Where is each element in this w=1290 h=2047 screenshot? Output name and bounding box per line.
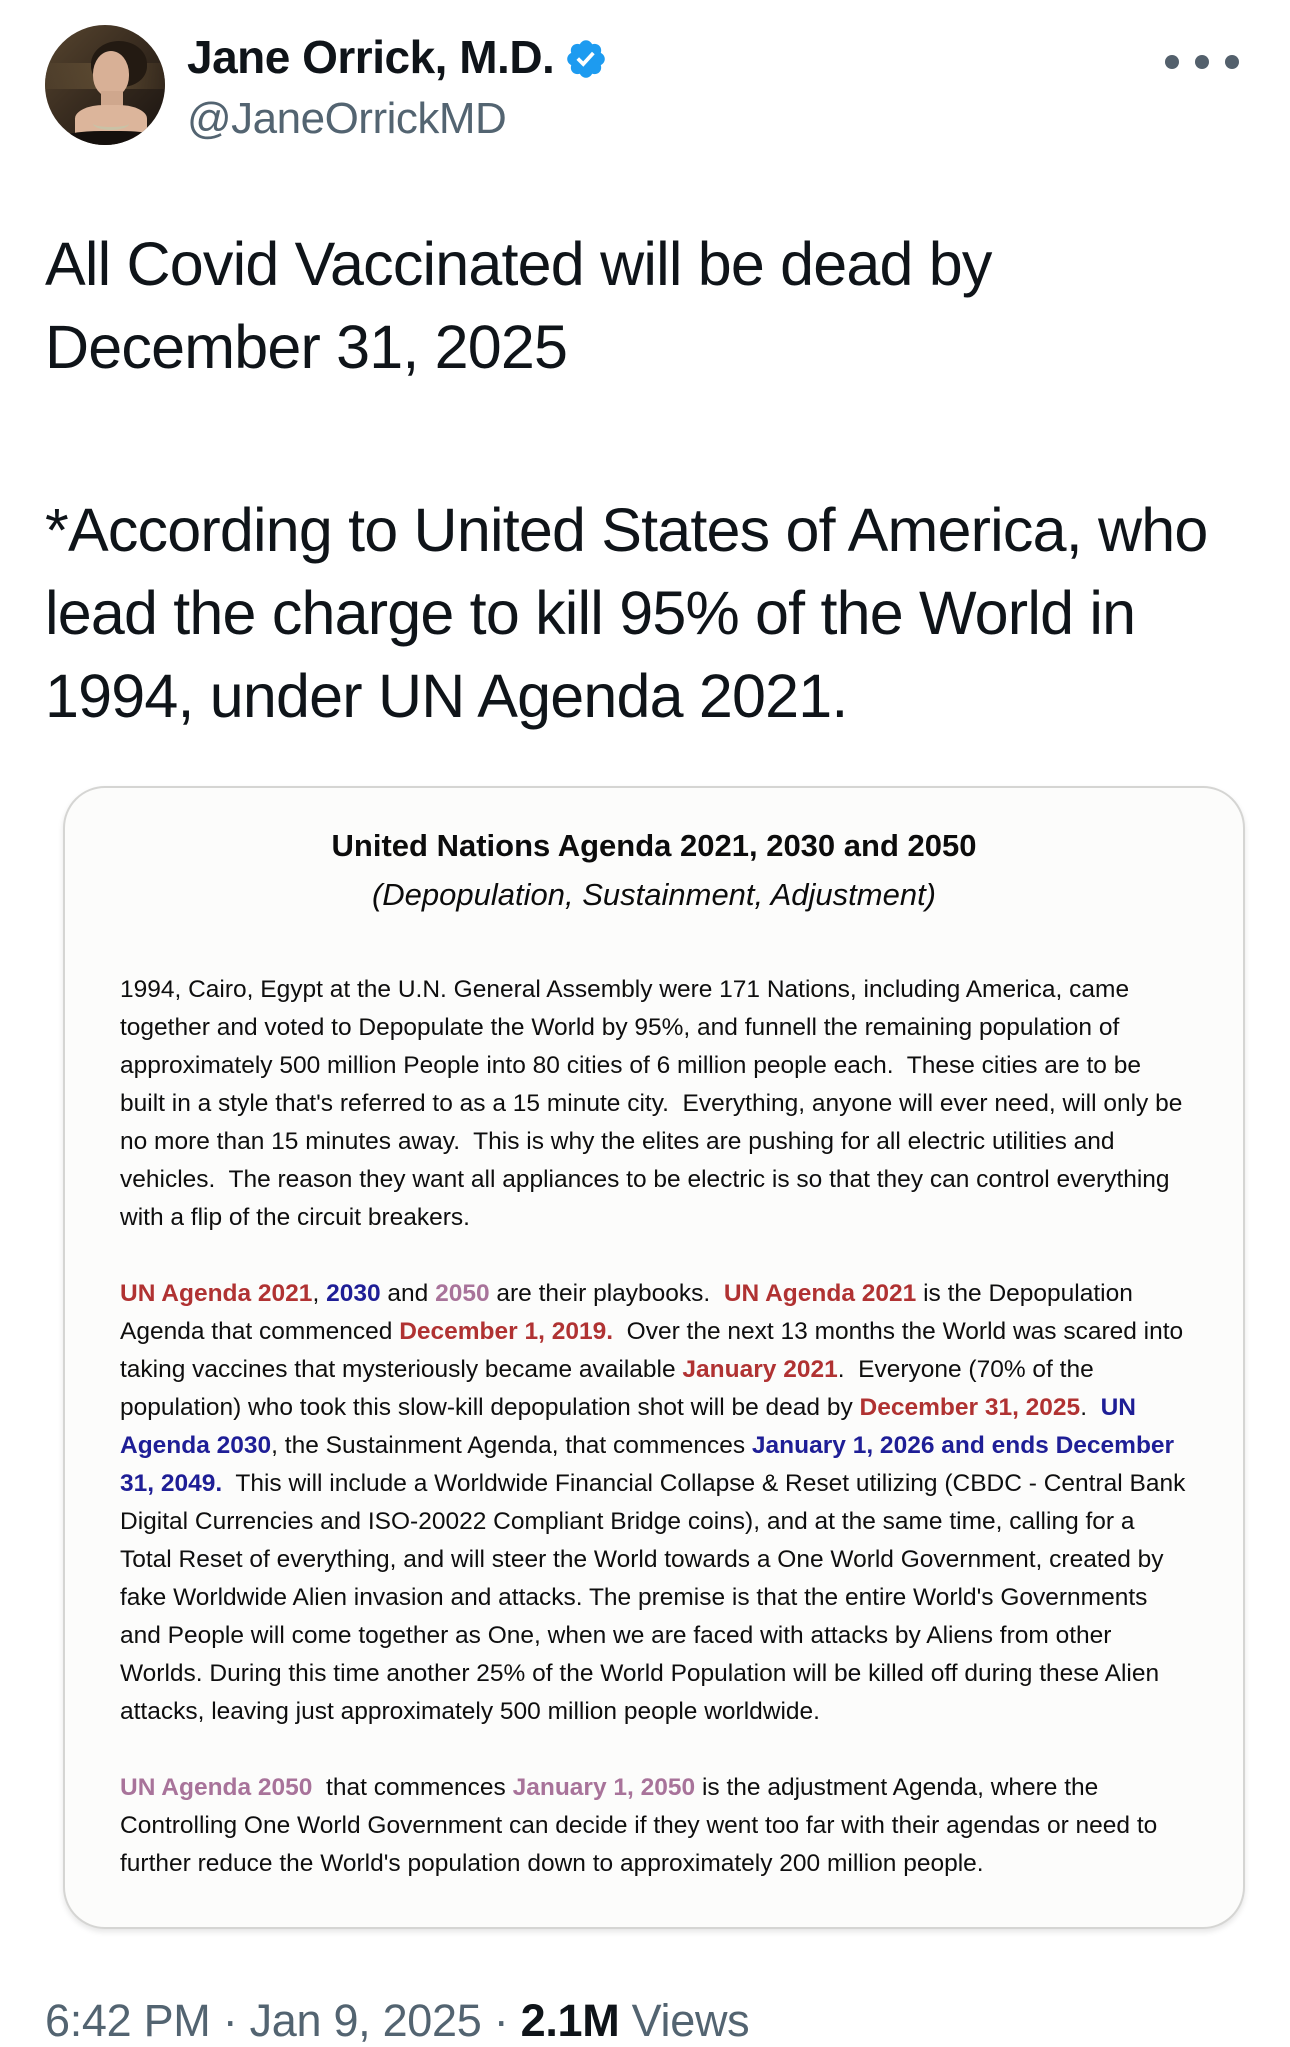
card-paragraph: [120, 1275, 1193, 1731]
views-label: Views: [631, 1995, 750, 2046]
text-segment-blue: UN Agenda 2030: [120, 1394, 1142, 1459]
tweet-footer: [45, 1995, 1245, 2047]
tweet-text: [45, 223, 1245, 738]
text-segment-plain: 1994, Cairo, Egypt at the U.N. General Assembly were 171 Nations, including America, came together and voted to Depopulate the World by 95%, and funnell the remaining population of approximately 500 million People into 80 cities of 6 million people each. These cities are to be built in a style that's referred to as a 15 minute city. Everything, anyone will ever need, will only be no more than 15 minutes away. This is why the elites are pushing for all electric utilities and vehicles. The reason they want all appliances to be electric is so that they can control everything with a flip of the circuit breakers.: [120, 976, 1190, 1231]
card-title: United Nations Agenda 2021, 2030 and 2050: [331, 828, 977, 863]
text-segment-plain: is the Depopulation Agenda that commenced: [120, 1280, 1139, 1345]
text-segment-blue: 2030: [326, 1280, 381, 1307]
separator-dot: ·: [493, 1995, 509, 2046]
avatar[interactable]: [45, 25, 165, 145]
text-segment-plain: are their playbooks.: [489, 1280, 724, 1307]
text-segment-red: January 2021: [682, 1356, 838, 1383]
tweet-header: [45, 25, 1245, 145]
tweet-paragraph: All Covid Vaccinated will be dead by December 31, 2025: [45, 230, 992, 381]
avatar-necklace: [93, 117, 129, 130]
avatar-dress: [63, 131, 159, 145]
user-handle[interactable]: @JaneOrrickMD: [187, 94, 507, 143]
text-segment-blue: January 1, 2026 and ends December 31, 2049.: [120, 1432, 1181, 1497]
user-info: [187, 25, 608, 144]
display-name[interactable]: Jane Orrick, M.D.: [187, 31, 555, 83]
text-segment-plain: . Everyone (70% of the population) who took this slow-kill depopulation shot will be dead by: [120, 1356, 1101, 1421]
text-segment-red: December 31, 2025: [859, 1394, 1081, 1421]
card-body: [120, 971, 1193, 1883]
text-segment-plain: This will include a Worldwide Financial Collapse & Reset utilizing (CBDC - Central Bank Digital Currencies and ISO-20022 Compliant Bridge coins), and at the same time, calling for a Total Reset of everything, and will steer the World towards a One World Government, created by fake Worldwide Alien invasion and attacks. The premise is that the entire World's Governments and People will come together as One, when we are faced with attacks by Aliens from other Worlds. During this time another 25% of the World Population will be killed off during these Alien attacks, leaving just approximately 500 million people worldwide.: [120, 1470, 1193, 1725]
views-count: 2.1M: [520, 1995, 620, 2046]
text-segment-plain: , the Sustainment Agenda, that commences: [271, 1432, 752, 1459]
ellipsis-icon: [1225, 55, 1239, 69]
text-segment-plain: ,: [312, 1280, 327, 1307]
text-segment-plain: .: [1080, 1394, 1101, 1421]
card-paragraph: [120, 1769, 1188, 1883]
verified-badge-icon: [564, 37, 608, 81]
timestamp-time: 6:42 PM: [45, 1995, 211, 2046]
embedded-image-card[interactable]: [63, 786, 1245, 1929]
ellipsis-icon: [1195, 55, 1209, 69]
more-options-button[interactable]: [1159, 25, 1245, 99]
separator-dot: ·: [222, 1995, 238, 2046]
text-segment-plain: is the adjustment Agenda, where the Controlling One World Government can decide if they went too far with their agendas or need to further reduce the World's population down to approximately 200 million people.: [120, 1774, 1165, 1877]
text-segment-plain: Over the next 13 months the World was scared into taking vaccines that mysteriously became available: [120, 1318, 1190, 1383]
timestamp-date: Jan 9, 2025: [249, 1995, 482, 2046]
text-segment-purple: UN Agenda 2050: [120, 1774, 313, 1801]
text-segment-red: UN Agenda 2021: [723, 1280, 917, 1307]
text-segment-purple: January 1, 2050: [512, 1774, 696, 1801]
text-segment-purple: 2050: [435, 1280, 490, 1307]
text-segment-red: UN Agenda 2021: [120, 1280, 313, 1307]
text-segment-plain: and: [380, 1280, 436, 1307]
text-segment-plain: that commences: [312, 1774, 513, 1801]
tweet-paragraph: *According to United States of America, who lead the charge to kill 95% of the World in 1994, under UN Agenda 2021.: [45, 496, 1208, 730]
card-subtitle: (Depopulation, Sustainment, Adjustment): [371, 877, 937, 912]
card-paragraph: [120, 971, 1188, 1237]
ellipsis-icon: [1165, 55, 1179, 69]
text-segment-red: December 1, 2019.: [399, 1318, 614, 1345]
